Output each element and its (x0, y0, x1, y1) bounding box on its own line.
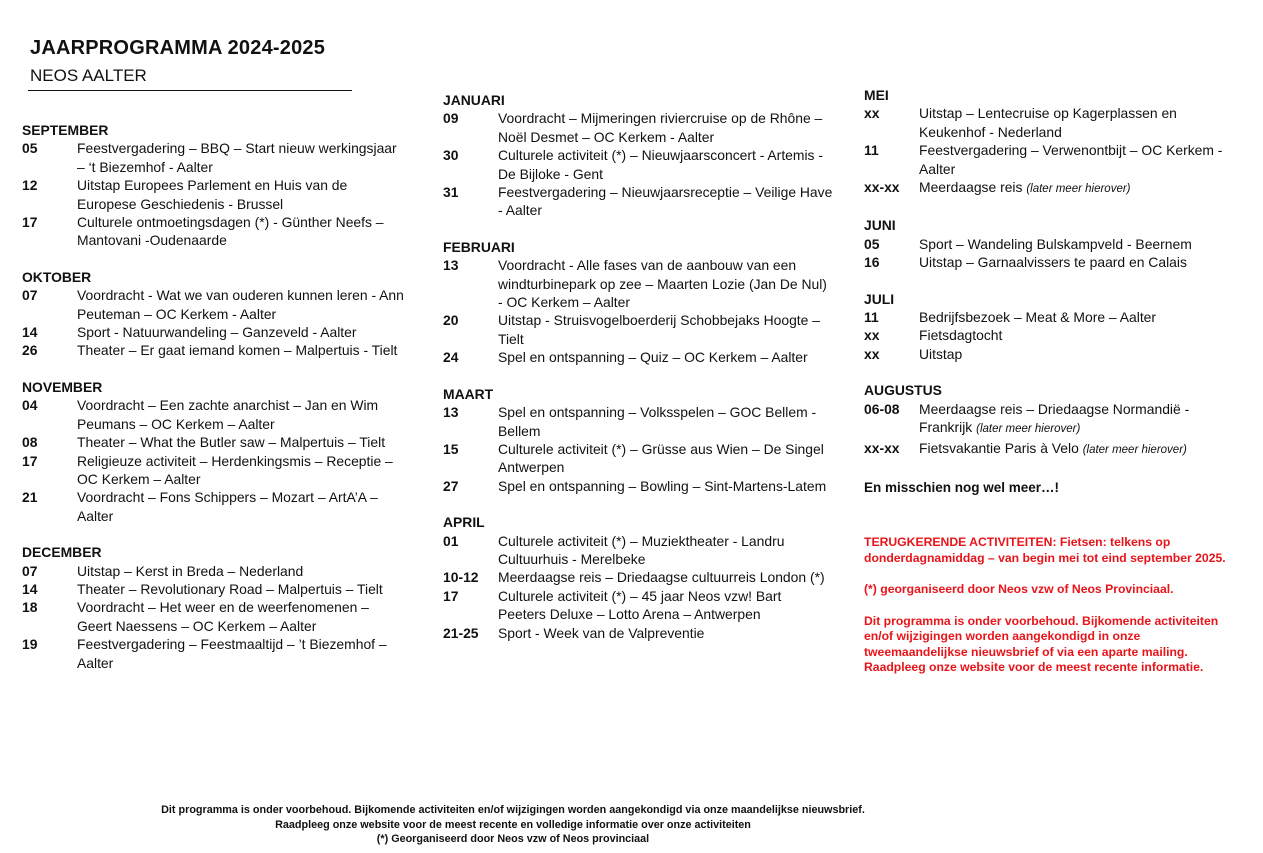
month-heading: SEPTEMBER (22, 122, 109, 138)
event-text: Uitstap – Garnaalvissers te paard en Calais (919, 254, 1187, 271)
footer-line: (*) Georganiseerd door Neos vzw of Neos provinciaal (376, 833, 650, 845)
event-row (22, 433, 407, 451)
month-heading: JANUARI (443, 92, 505, 108)
event-text: Feestvergadering – Feestmaaltijd – ’t Biezemhof – Aalter (77, 636, 387, 671)
event-text: Spel en ontspanning – Quiz – OC Kerkem – Aalter (498, 349, 808, 366)
event-row (864, 400, 1244, 439)
event-row (22, 139, 407, 176)
event-description (919, 104, 1244, 141)
event-date: 10-12 (443, 569, 479, 586)
event-date: 30 (443, 147, 459, 164)
event-row (22, 396, 407, 433)
event-description (498, 477, 833, 495)
event-row (443, 183, 833, 220)
event-date: 26 (22, 342, 38, 359)
column-1 (22, 121, 407, 690)
month-heading: NOVEMBER (22, 378, 103, 395)
event-date: 21 (22, 489, 38, 506)
red-note: TERUGKERENDE ACTIVITEITEN: Fietsen: telkens op donderdagnamiddag – van begin mei tot eind september 2025. (864, 535, 1226, 565)
event-description (77, 176, 407, 213)
page-title: JAARPROGRAMMA 2024-2025 (30, 37, 326, 59)
event-date: 13 (443, 257, 459, 274)
event-date: 17 (22, 452, 38, 469)
event-text: Uitstap Europees Parlement en Huis van de Europese Geschiedenis - Brussel (77, 177, 348, 212)
event-text: Fietsvakantie Paris à Velo (919, 439, 1079, 456)
event-date: xx (864, 345, 880, 362)
page-subtitle: NEOS AALTER (30, 66, 147, 85)
event-date: 12 (22, 177, 38, 194)
event-date: 17 (22, 214, 38, 231)
event-row (443, 440, 833, 477)
event-row (443, 256, 833, 311)
event-row (864, 326, 1244, 344)
event-description (77, 286, 407, 323)
event-date: 11 (864, 309, 879, 326)
event-text: Meerdaagse reis (919, 179, 1023, 196)
event-row (22, 341, 407, 359)
event-description (498, 403, 833, 440)
event-description (77, 488, 407, 525)
event-text: Sport - Week van de Valpreventie (498, 624, 705, 641)
event-date: 27 (443, 477, 459, 494)
event-description (77, 323, 407, 341)
month-heading: APRIL (443, 514, 485, 531)
event-description (919, 178, 1244, 198)
event-description (77, 433, 407, 451)
event-description (498, 532, 833, 569)
event-description (77, 396, 407, 433)
event-note: (later meer hierover) (1082, 443, 1187, 456)
event-date: 11 (864, 142, 879, 159)
event-description (77, 598, 407, 635)
event-date: 09 (443, 110, 459, 127)
event-text: Spel en ontspanning – Bowling – Sint-Martens-Latem (498, 477, 827, 494)
event-row (864, 235, 1244, 253)
month-heading: DECEMBER (22, 544, 102, 561)
event-description (498, 440, 833, 477)
event-date: 05 (22, 140, 38, 157)
event-description (77, 580, 407, 598)
event-date: 08 (22, 434, 38, 451)
event-text: Sport - Natuurwandeling – Ganzeveld - Aalter (77, 324, 357, 341)
event-date: 14 (22, 324, 38, 341)
event-text: Meerdaagse reis – Driedaagse Normandië - Frankrijk (919, 400, 1190, 436)
event-text: Voordracht – Fons Schippers – Mozart – ArtA’A – Aalter (77, 489, 378, 524)
event-date: 31 (443, 184, 459, 201)
month-section (443, 238, 833, 367)
event-description (919, 308, 1244, 326)
event-row (864, 308, 1244, 326)
month-section (22, 121, 407, 250)
event-date: 07 (22, 562, 38, 579)
event-row (22, 176, 407, 213)
event-row (864, 345, 1244, 363)
event-row (443, 587, 833, 624)
event-description (498, 109, 833, 146)
event-description (919, 141, 1244, 178)
event-row (443, 568, 833, 586)
event-text: Theater – Er gaat iemand komen – Malpertuis - Tielt (77, 342, 398, 359)
event-text: Fietsdagtocht (919, 327, 1003, 344)
event-row (864, 104, 1244, 141)
event-text: Spel en ontspanning – Volksspelen – GOC Bellem - Bellem (498, 404, 817, 439)
event-text: Feestvergadering – Verwenontbijt – OC Kerkem - Aalter (919, 142, 1223, 177)
event-description (77, 341, 407, 359)
event-date: 21-25 (443, 624, 479, 641)
event-row (22, 562, 407, 580)
event-row (22, 635, 407, 672)
footer (0, 803, 1026, 847)
footer-line: Raadpleeg onze website voor de meest recente en volledige informatie over onze activiteiten (275, 818, 751, 831)
event-text: Feestvergadering – BBQ – Start nieuw werkingsjaar – ‘t Biezemhof - Aalter (77, 140, 397, 175)
event-text: Uitstap – Lentecruise op Kagerplassen en Keukenhof - Nederland (919, 105, 1177, 140)
event-description (498, 311, 833, 348)
event-date: 13 (443, 404, 459, 421)
month-section (22, 378, 407, 525)
month-heading: FEBRUARI (443, 238, 515, 255)
footer-line: Dit programma is onder voorbehoud. Bijkomende activiteiten en/of wijzigingen worden aangekondigd via onze maandelijkse nieuwsbrief. (161, 804, 865, 816)
month-heading: OKTOBER (22, 268, 92, 285)
month-heading: MEI (864, 87, 889, 103)
event-text: Bedrijfsbezoek – Meat & More – Aalter (919, 309, 1157, 326)
month-heading: AUGUSTUS (864, 382, 942, 399)
event-text: Voordracht – Het weer en de weerfenomenen – Geert Naessens – OC Kerkem – Aalter (77, 599, 369, 634)
event-date: xx-xx (864, 439, 900, 456)
event-text: Religieuze activiteit – Herdenkingsmis – Receptie – OC Kerkem – Aalter (77, 452, 393, 487)
column-2 (443, 91, 833, 660)
event-date: 15 (443, 440, 459, 457)
extra-remark: En misschien nog wel meer…! (864, 479, 1060, 495)
month-section (864, 86, 1244, 198)
event-text: Culturele activiteit (*) – Muziektheater - Landru Cultuurhuis - Merelbeke (498, 532, 785, 567)
event-description (498, 624, 833, 642)
event-text: Voordracht – Een zachte anarchist – Jan en Wim Peumans – OC Kerkem – Aalter (77, 397, 379, 432)
red-note: (*) georganiseerd door Neos vzw of Neos Provinciaal. (864, 582, 1174, 597)
event-date: 19 (22, 636, 38, 653)
event-row (443, 109, 833, 146)
event-row (22, 598, 407, 635)
event-text: Feestvergadering – Nieuwjaarsreceptie – Veilige Have - Aalter (498, 184, 833, 219)
event-description (919, 439, 1244, 459)
event-text: Voordracht – Mijmeringen riviercruise op de Rhône – Noël Desmet – OC Kerkem - Aalter (498, 110, 823, 145)
event-description (919, 253, 1244, 271)
event-row (864, 141, 1244, 178)
event-description (498, 146, 833, 183)
event-date: 01 (443, 532, 459, 549)
event-row (22, 323, 407, 341)
event-description (77, 562, 407, 580)
month-section (443, 91, 833, 220)
event-row (22, 286, 407, 323)
month-section (443, 513, 833, 642)
event-text: Meerdaagse reis – Driedaagse cultuurreis London (*) (498, 569, 825, 586)
event-description (498, 587, 833, 624)
title-divider (28, 90, 352, 91)
event-date: 20 (443, 312, 459, 329)
month-section (864, 216, 1244, 271)
event-note: (later meer hierover) (1026, 183, 1131, 196)
month-section (864, 381, 1244, 459)
event-description (919, 326, 1244, 344)
event-row (443, 348, 833, 366)
event-description (919, 235, 1244, 253)
event-date: xx (864, 105, 880, 122)
event-date: 06-08 (864, 400, 900, 417)
event-description (919, 400, 1244, 439)
event-date: 24 (443, 349, 459, 366)
event-text: Uitstap (919, 345, 963, 362)
month-section (22, 268, 407, 360)
event-description (498, 183, 833, 220)
event-note: (later meer hierover) (976, 423, 1081, 436)
event-text: Voordracht - Alle fases van de aanbouw van een windturbinepark op zee – Maarten Lozie (Jan De Nul) - OC Kerkem – Aalter (498, 257, 827, 311)
event-row (443, 532, 833, 569)
event-description (77, 213, 407, 250)
event-row (864, 178, 1244, 198)
event-description (498, 256, 833, 311)
red-note: Dit programma is onder voorbehoud. Bijkomende activiteiten en/of wijzigingen worden aangekondigd in onze tweemaandelijkse nieuwsbrief of via een aparte mailing. Raadpleeg onze website voor de meest recente informatie. (864, 613, 1219, 675)
event-text: Theater – What the Butler saw – Malpertuis – Tielt (77, 434, 386, 451)
event-date: 18 (22, 599, 38, 616)
event-row (22, 580, 407, 598)
month-section (22, 543, 407, 672)
event-text: Sport – Wandeling Bulskampveld - Beernem (919, 235, 1192, 252)
event-date: 17 (443, 587, 459, 604)
column-3 (864, 86, 1244, 692)
event-description (77, 139, 407, 176)
red-notice (864, 535, 1244, 676)
event-text: Culturele activiteit (*) – 45 jaar Neos vzw! Bart Peeters Deluxe – Lotto Arena – Antwerpen (498, 587, 782, 623)
event-row (443, 311, 833, 348)
event-text: Uitstap – Kerst in Breda – Nederland (77, 562, 304, 579)
event-date: 14 (22, 580, 38, 597)
event-text: Voordracht - Wat we van ouderen kunnen leren - Ann Peuteman – OC Kerkem - Aalter (77, 287, 404, 322)
event-description (919, 345, 1244, 363)
event-date: 04 (22, 397, 38, 414)
event-row (443, 477, 833, 495)
event-date: 07 (22, 287, 38, 304)
event-row (22, 488, 407, 525)
event-text: Theater – Revolutionary Road – Malpertuis – Tielt (77, 580, 383, 597)
event-row (443, 403, 833, 440)
month-heading: JUNI (864, 217, 896, 234)
event-description (77, 635, 407, 672)
event-row (22, 452, 407, 489)
event-description (77, 452, 407, 489)
event-text: Culturele ontmoetingsdagen (*) - Günther Neefs – Mantovani -Oudenaarde (77, 214, 384, 249)
event-date: xx (864, 327, 880, 344)
event-description (498, 348, 833, 366)
event-row (22, 213, 407, 250)
month-heading: MAART (443, 385, 494, 402)
event-date: 05 (864, 235, 880, 252)
event-row (443, 624, 833, 642)
event-date: 16 (864, 254, 880, 271)
event-row (443, 146, 833, 183)
event-row (864, 253, 1244, 271)
event-description (498, 568, 833, 586)
event-date: xx-xx (864, 179, 900, 196)
event-text: Culturele activiteit (*) – Nieuwjaarsconcert - Artemis - De Bijloke - Gent (498, 147, 823, 182)
event-text: Uitstap - Struisvogelboerderij Schobbejaks Hoogte – Tielt (498, 312, 820, 347)
month-section (864, 290, 1244, 364)
event-text: Culturele activiteit (*) – Grüsse aus Wien – De Singel Antwerpen (498, 440, 824, 476)
event-row (864, 439, 1244, 459)
month-section (443, 385, 833, 495)
month-heading: JULI (864, 290, 895, 307)
